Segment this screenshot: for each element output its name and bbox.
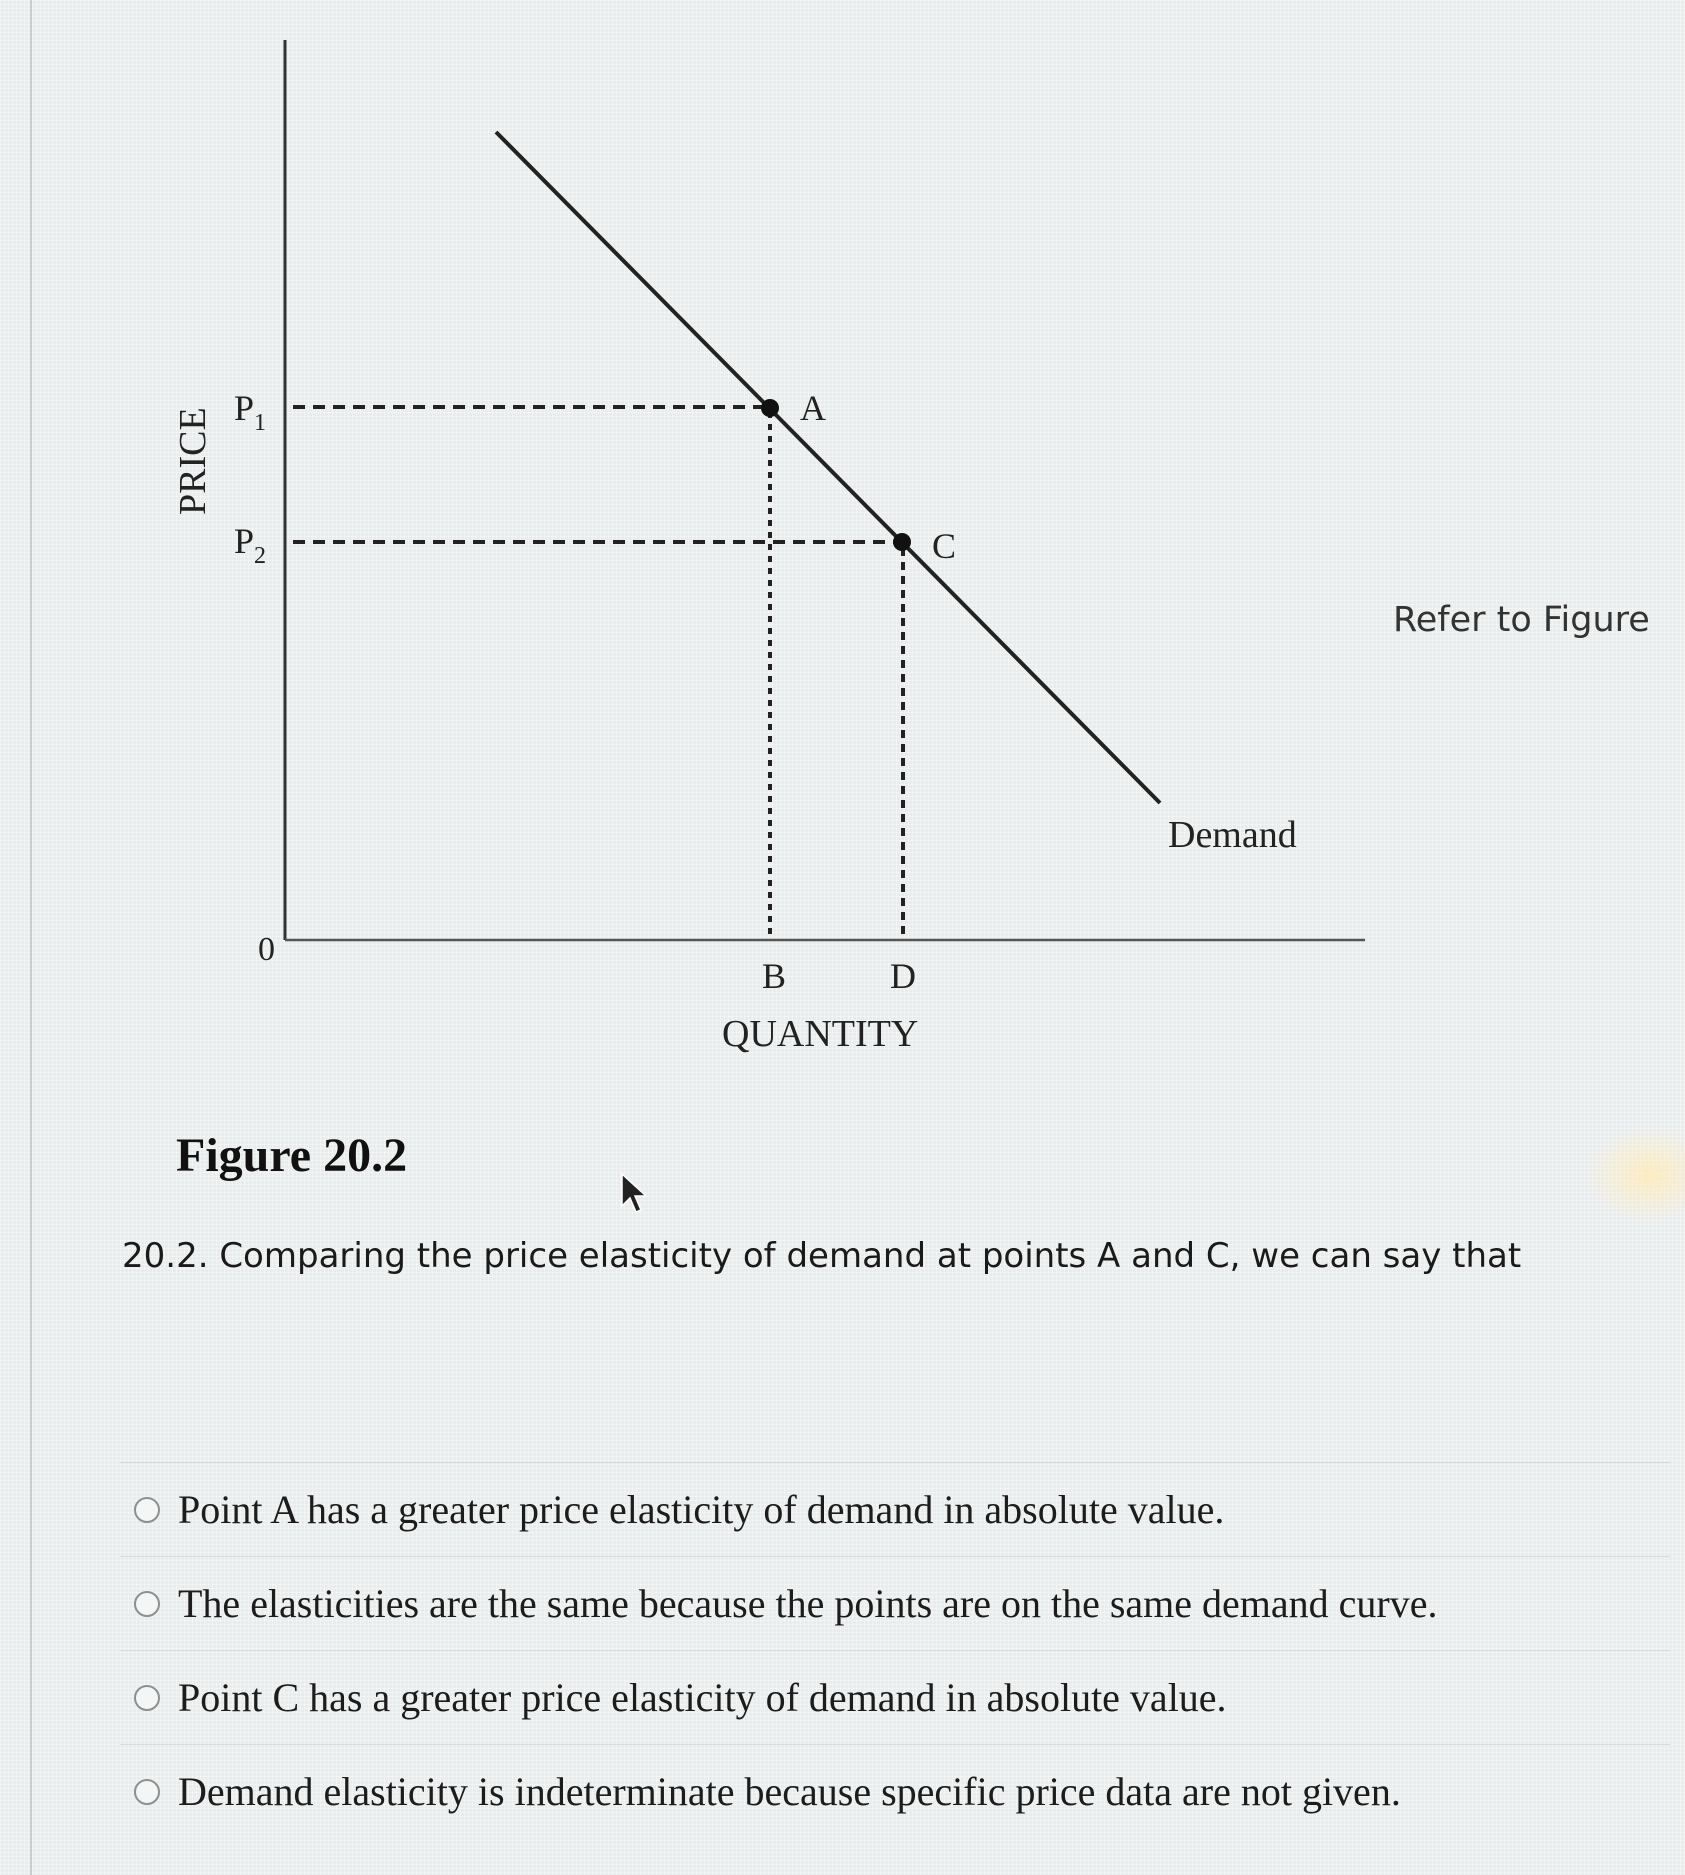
point-a-label: A bbox=[800, 388, 826, 428]
radio-button-icon[interactable] bbox=[134, 1591, 160, 1617]
demand-curve bbox=[496, 132, 1160, 803]
option-label: Demand elasticity is indeterminate because specific price data are not given. bbox=[178, 1769, 1401, 1814]
answer-options bbox=[120, 1462, 1670, 1838]
option-label: The elasticities are the same because the points are on the same demand curve. bbox=[178, 1581, 1438, 1626]
origin-label: 0 bbox=[258, 931, 275, 968]
option-label: Point C has a greater price elasticity of demand in absolute value. bbox=[178, 1675, 1227, 1720]
p2-label: $P_2$ bbox=[234, 521, 267, 569]
b-label: B bbox=[762, 956, 787, 996]
question-text: 20.2. Comparing the price elasticity of demand at points A and C, we can say that bbox=[122, 1236, 1522, 1276]
curve-label: Demand bbox=[1168, 814, 1297, 856]
radio-button-icon[interactable] bbox=[134, 1779, 160, 1805]
point-c-label: C bbox=[932, 526, 957, 566]
p1-label: $P_1$ bbox=[234, 388, 267, 436]
x-axis-label: QUANTITY bbox=[722, 1013, 919, 1055]
option-4[interactable] bbox=[120, 1744, 1670, 1838]
option-2[interactable] bbox=[120, 1556, 1670, 1650]
figure-caption: Figure 20.2 bbox=[176, 1129, 408, 1182]
y-axis-label: PRICE bbox=[172, 407, 214, 515]
option-3[interactable] bbox=[120, 1650, 1670, 1744]
refer-to-figure-text: Refer to Figure bbox=[1393, 600, 1650, 640]
radio-button-icon[interactable] bbox=[134, 1685, 160, 1711]
point-c-marker bbox=[893, 533, 911, 551]
d-label: D bbox=[890, 956, 916, 996]
option-1[interactable] bbox=[120, 1462, 1670, 1556]
mouse-pointer-icon bbox=[620, 1172, 648, 1214]
option-label: Point A has a greater price elasticity of demand in absolute value. bbox=[178, 1487, 1225, 1532]
radio-button-icon[interactable] bbox=[134, 1497, 160, 1523]
point-a-marker bbox=[761, 399, 779, 417]
